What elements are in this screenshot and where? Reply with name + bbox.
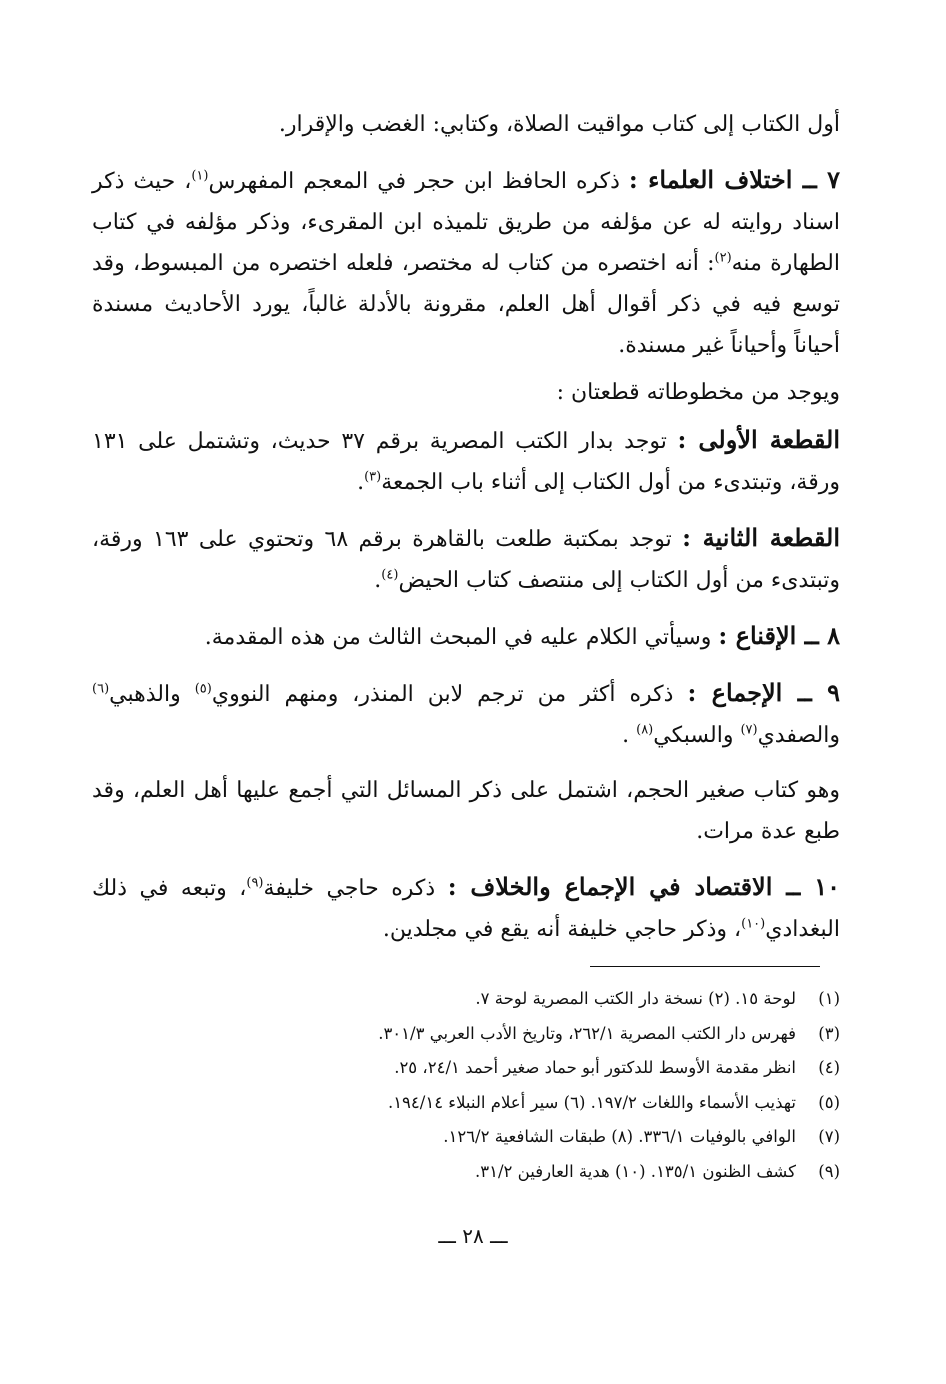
item-heading: القطعة الثانية : (682, 523, 840, 552)
footnote-ref[interactable]: (٦) (92, 681, 110, 697)
footnote-number: (٩) (818, 1161, 840, 1181)
footnote (240, 982, 840, 1017)
paragraph-text: والسبكي (653, 723, 741, 748)
footnote-ref[interactable]: (١٠) (741, 916, 766, 932)
item-heading: القطعة الأولى : (677, 425, 841, 454)
footnote-number: (٣) (818, 1023, 840, 1043)
footnote-divider (590, 966, 820, 967)
footnote-ref[interactable]: (٣) (364, 469, 382, 485)
footnote (240, 1155, 840, 1190)
paragraph-text: ، حيث ذكر اسناد روايته له عن مؤلفه من طريق تلميذه ابن المقرىء، وذكر مؤلفه في كتاب الطهارة منه (92, 169, 840, 276)
paragraph-text: توجد بدار الكتب المصرية برقم ٣٧ حديث، وتشتمل على ١٣١ ورقة، وتبتدىء من أول الكتاب إلى أثناء باب الجمعة (92, 429, 840, 495)
paragraph-text: ، وذكر حاجي خليفة أنه يقع في مجلدين. (382, 917, 742, 942)
footnote (240, 1017, 840, 1052)
paragraph-second-part (92, 517, 840, 601)
footnote-number: (٤) (818, 1058, 840, 1077)
footnote (240, 1120, 840, 1155)
paragraph-text: والذهبي (109, 682, 195, 707)
footnote-ref[interactable]: (٧) (740, 722, 758, 738)
footnote-ref[interactable]: (٨) (636, 722, 654, 738)
paragraph-text: ذكره الحافظ ابن حجر في المعجم المفهرس (208, 169, 629, 194)
paragraph-item-9 (92, 672, 840, 756)
paragraph-text: . (622, 723, 637, 748)
footnote-number: (٧) (818, 1127, 840, 1146)
paragraph-text: ، وتبعه في ذلك البغدادي (92, 876, 840, 942)
paragraph-ijma-description: وهو كتاب صغير الحجم، اشتمل على ذكر المسائل التي أجمع عليها أهل العلم، وقد طبع عدة مرات. (92, 778, 840, 844)
footnote-text: الوافي بالوفيات ٣٣٦/١. (٨) طبقات الشافعية ١٢٦/٢. (443, 1127, 796, 1146)
paragraph-text: والصفدي (757, 723, 840, 748)
paragraph-text: . (374, 568, 382, 593)
paragraph-text: ذكره أكثر من ترجم لابن المنذر، ومنهم النووي (211, 682, 688, 707)
footnotes (240, 982, 840, 1189)
footnote-text: لوحة ١٥. (٢) نسخة دار الكتب المصرية لوحة ٧. (475, 989, 796, 1008)
footnote (240, 1086, 840, 1121)
paragraph-manuscripts: ويوجد من مخطوطاته قطعتان : (556, 380, 840, 405)
item-heading: ٩ ــ الإجماع : (687, 678, 840, 707)
paragraph-first-part (92, 419, 840, 503)
footnote-ref[interactable]: (٤) (381, 567, 399, 583)
paragraph-item-8 (92, 615, 840, 658)
paragraph-continuation: أول الكتاب إلى كتاب مواقيت الصلاة، وكتابي: الغضب والإقرار. (278, 112, 840, 137)
footnote-text: فهرس دار الكتب المصرية ٢٦٢/١، وتاريخ الأدب العربي ٣٠١/٣. (378, 1023, 796, 1043)
item-heading: ١٠ ــ الاقتصاد في الإجماع والخلاف : (447, 872, 840, 901)
footnote-ref[interactable]: (١) (191, 168, 209, 184)
footnote-number: (١) (818, 989, 840, 1008)
item-heading: ٨ ــ الإقناع : (718, 621, 840, 650)
footnote-ref[interactable]: (٩) (246, 875, 264, 891)
main-text (92, 104, 840, 950)
footnote-text: انظر مقدمة الأوسط للدكتور أبو حماد صغير أحمد ٢٤/١، ٢٥. (394, 1058, 796, 1077)
footnote-text: كشف الظنون ١٣٥/١. (١٠) هدية العارفين ٣١/٢. (475, 1161, 796, 1181)
footnote-ref[interactable]: (٥) (194, 681, 212, 697)
footnote (240, 1051, 840, 1086)
footnote-number: (٥) (818, 1092, 840, 1112)
paragraph-item-10 (92, 866, 840, 950)
paragraph-text: وسيأتي الكلام عليه في المبحث الثالث من هذه المقدمة. (204, 625, 719, 650)
paragraph-text: ذكره حاجي خليفة (263, 876, 448, 901)
item-heading: ٧ ــ اختلاف العلماء : (628, 165, 840, 194)
paragraph-item-7 (92, 159, 840, 366)
page-number: ـــ ٢٨ ـــ (438, 1224, 508, 1248)
paragraph-text: توجد بمكتبة طلعت بالقاهرة برقم ٦٨ وتحتوي على ١٦٣ ورقة، وتبتدىء من أول الكتاب إلى منتصف كتاب الحيض (92, 527, 840, 593)
footnote-ref[interactable]: (٢) (714, 250, 732, 266)
paragraph-text: : أنه اختصره من كتاب له مختصر، فلعله اختصره من المبسوط، وقد توسع فيه في ذكر أقوال أهل العلم، مقرونة بالأدلة غالباً، يورد الأحاديث مسندة أحياناً وأحياناً غير مسندة. (92, 251, 840, 358)
paragraph-text: . (357, 470, 365, 495)
footnote-text: تهذيب الأسماء واللغات ١٩٧/٢. (٦) سير أعلام النبلاء ١٩٤/١٤. (387, 1092, 796, 1112)
